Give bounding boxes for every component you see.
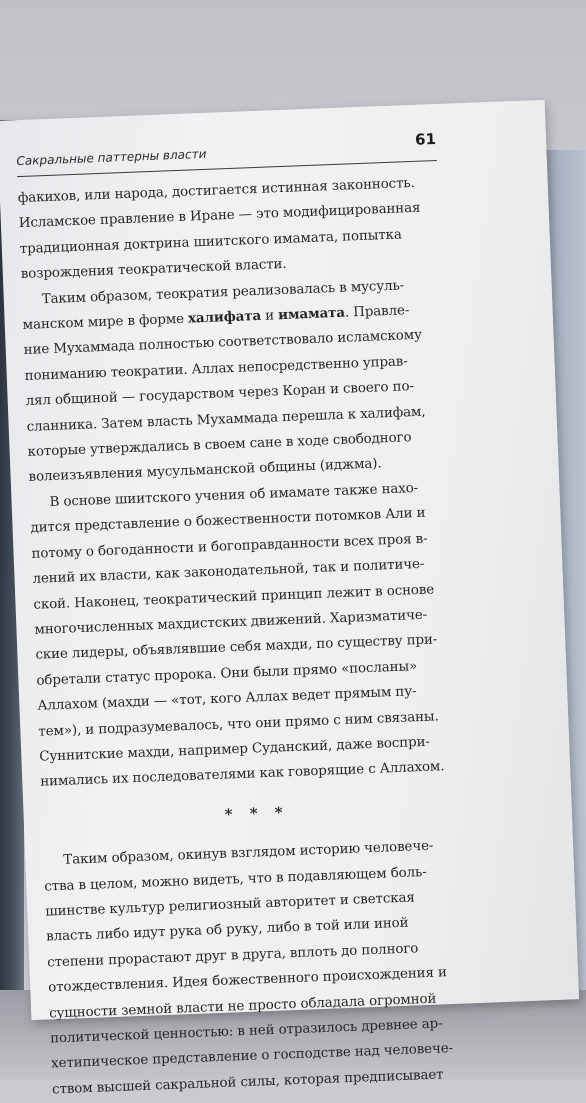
text-line: факихов, или народа, достигается истинная законность. [17,175,416,207]
text-line: ской. Наконец, теократический принцип лежит в основе [33,581,435,613]
text-line: возрождения теократической власти. [20,257,287,283]
body-text [17,170,482,1103]
text-line: ские лидеры, объявлявшие себя махди, по существу при- [35,632,438,664]
text-line: обретали статус пророка. Они были прямо «посланы» [36,658,418,689]
text-line: потому о богоданности и богоправданности всех проя в- [31,531,428,562]
text-line: ние Мухаммада полностью соответствовало исламскому [23,328,423,359]
text-line: сущности земной власти не просто обладала огромной [48,991,437,1022]
term-caliphate: халифата [187,307,262,327]
text-line: традиционная доктрина шиитского имамата, попытка [19,227,403,257]
text-line: сланника. Затем власть Мухаммада перешла к халифам, [26,404,426,435]
text-line: хетипическое представление о господстве над человече- [50,1041,454,1072]
text-line: Исламское правление в Иране — это модифицированная [18,201,421,232]
page-number: 61 [414,130,437,149]
text-line: многочисленных махдистских движений. Харизматиче- [34,607,428,638]
text-line: Аллахом (махди — «тот, кого Аллах ведет прямым пу- [37,684,417,714]
text-fragment: манском мире в форме [22,311,189,334]
text-line: ства в целом, можно видеть, что в подавляющем боль- [44,864,427,895]
term-imamate: имамата [277,304,346,324]
text-line: нимались их последователями как говорящие с Аллахом. [40,759,445,791]
text-line: шинстве культур религиозный авторитет и светская [45,890,415,920]
text-line: пониманию теократии. Аллах непосредственно управ- [24,354,408,384]
text-line: В основе шиитского учения об имамате также нахо- [49,480,419,510]
text-line: тем»), и подразумевалось, что они прямо с ним связаны. [38,708,439,740]
text-line: волеизъявления мусульманской общины (иджма). [28,456,382,486]
section-separator: * * * [224,802,290,824]
book-page [0,100,579,1098]
page-header [16,130,437,177]
text-line: лял общиной — государством через Коран и своего по- [25,379,415,410]
text-line: дится представление о божественности потомков Али и [30,505,426,537]
text-fragment: и [260,308,279,324]
text-line: ством высшей сакральной силы, которая предписывает [51,1067,444,1098]
text-line: Таким образом, окинув взглядом историю человече- [63,838,434,868]
text-line: отождествления. Идея божественного происхождения и [47,965,448,996]
text-line: степени прорастают друг в друга, вплоть до полного [46,941,419,971]
text-line: власть либо идут рука об руку, либо в той или иной [46,916,409,945]
text-line: Суннитские махди, например Суданский, даже воспри- [39,734,431,765]
text-line: которые утверждались в своем сане в ходе свободного [27,430,412,460]
text-line: лений их власти, как законодательной, так и политиче- [32,556,425,587]
text-line: Таким образом, теократия реализовалась в мусуль- [41,277,405,307]
running-title: Сакральные паттерны власти [16,146,207,169]
text-fragment: . Правле- [344,303,410,321]
text-line: политической ценностью: в ней отразилось древнее ар- [49,1016,443,1047]
